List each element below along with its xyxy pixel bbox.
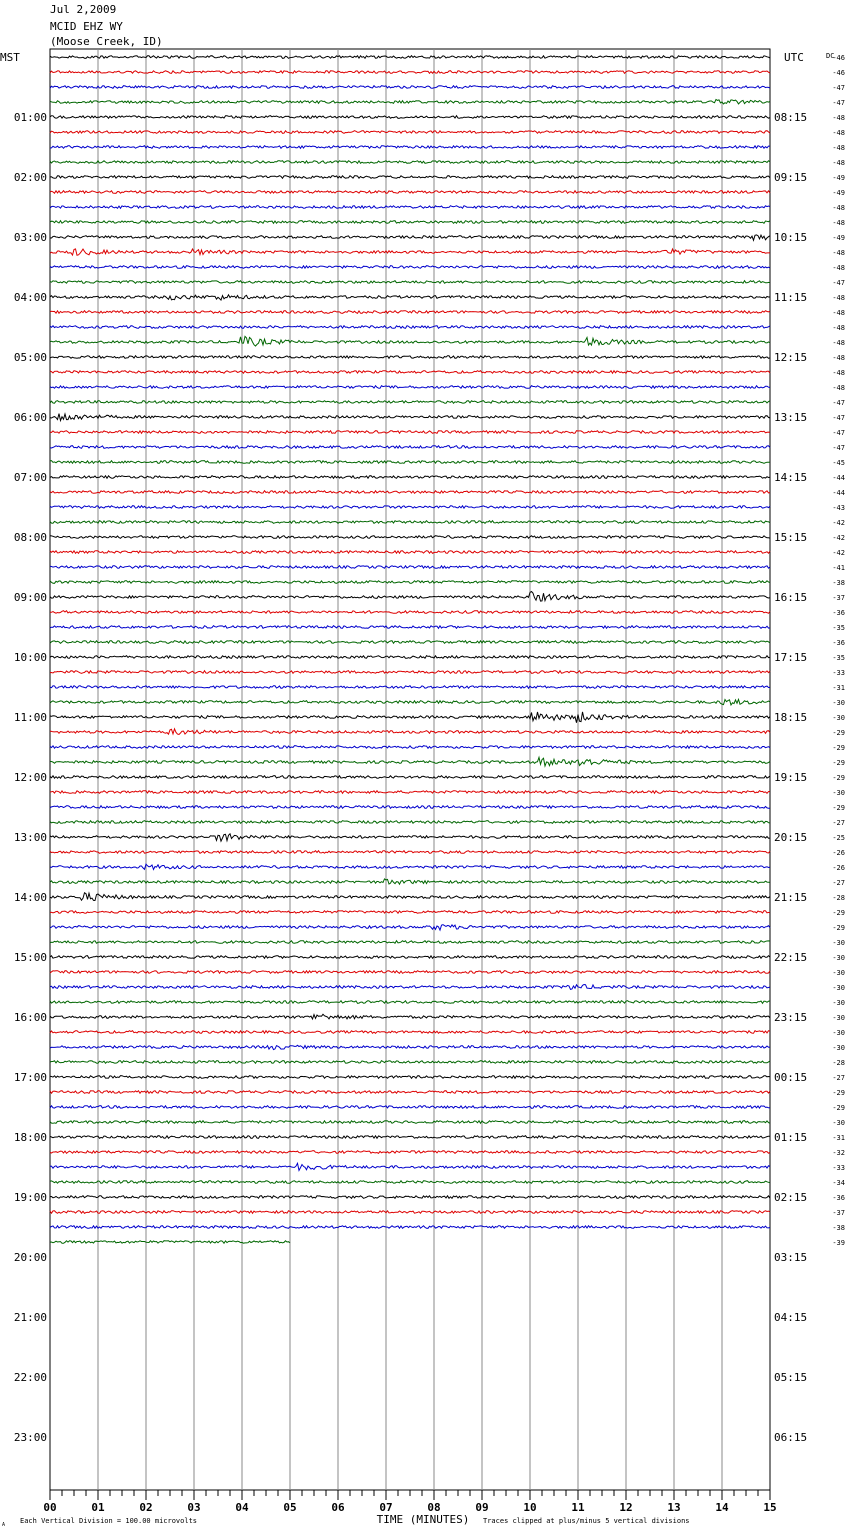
x-tick-label: 08 xyxy=(427,1501,441,1514)
trace-row xyxy=(50,371,770,374)
x-tick-label: 02 xyxy=(139,1501,153,1514)
dc-offset-label: -35 xyxy=(832,624,845,632)
trace-row xyxy=(50,131,770,134)
mst-hour-label: 11:00 xyxy=(13,711,47,724)
dc-offset-label: -29 xyxy=(832,924,845,932)
trace-row xyxy=(50,491,770,494)
mst-hour-label: 18:00 xyxy=(13,1131,47,1144)
trace-row xyxy=(50,834,770,841)
dc-offset-label: -46 xyxy=(832,69,845,77)
trace-row xyxy=(50,461,770,464)
trace-row xyxy=(50,56,770,59)
mst-hour-label: 16:00 xyxy=(13,1011,47,1024)
dc-offset-label: -38 xyxy=(832,1224,845,1232)
dc-offset-label: -48 xyxy=(832,219,845,227)
dc-offset-label: -30 xyxy=(832,969,845,977)
dc-offset-label: -43 xyxy=(832,504,845,512)
utc-hour-label: 05:15 xyxy=(774,1371,808,1384)
trace-row xyxy=(50,1031,770,1034)
trace-row xyxy=(50,1061,770,1064)
dc-offset-label: -47 xyxy=(832,279,845,287)
trace-row xyxy=(50,295,770,300)
utc-hour-label: 21:15 xyxy=(774,891,808,904)
dc-offset-label: -30 xyxy=(832,984,845,992)
x-tick-label: 12 xyxy=(619,1501,633,1514)
dc-offset-label: -48 xyxy=(832,129,845,137)
dc-offset-label: -26 xyxy=(832,864,845,872)
dc-offset-label: -42 xyxy=(832,519,845,527)
dc-offset-label: -34 xyxy=(832,1179,845,1187)
dc-offset-label: -42 xyxy=(832,534,845,542)
trace-row xyxy=(50,791,770,794)
dc-offset-label: -30 xyxy=(832,1014,845,1022)
trace-row xyxy=(50,1045,770,1049)
x-tick-label: 06 xyxy=(331,1501,345,1514)
trace-row xyxy=(50,879,770,884)
trace-row xyxy=(50,776,770,779)
dc-offset-label: -33 xyxy=(832,669,845,677)
trace-row xyxy=(50,1163,770,1170)
x-tick-label: 01 xyxy=(91,1501,105,1514)
mst-hour-label: 09:00 xyxy=(13,591,47,604)
trace-row xyxy=(50,100,770,104)
dc-offset-label: -30 xyxy=(832,1119,845,1127)
dc-offset-label: -29 xyxy=(832,1104,845,1112)
dc-offset-label: -46 xyxy=(832,54,845,62)
mst-hour-label: 20:00 xyxy=(13,1251,47,1264)
seismic-traces xyxy=(50,56,770,1244)
dc-offset-label: -47 xyxy=(832,444,845,452)
mst-hour-label: 13:00 xyxy=(13,831,47,844)
trace-row xyxy=(50,821,770,824)
dc-offset-label: -31 xyxy=(832,1134,845,1142)
dc-offset-label: -48 xyxy=(832,324,845,332)
trace-row xyxy=(50,249,770,255)
dc-label: DC xyxy=(826,52,835,60)
trace-row xyxy=(50,431,770,434)
trace-row xyxy=(50,806,770,809)
trace-row xyxy=(50,326,770,329)
right-timezone-label: UTC xyxy=(784,51,804,64)
footer-mark: A xyxy=(2,1522,6,1528)
utc-hour-label: 15:15 xyxy=(774,531,808,544)
trace-row xyxy=(50,446,770,449)
x-tick-label: 10 xyxy=(523,1501,537,1514)
trace-row xyxy=(50,671,770,674)
dc-offset-label: -27 xyxy=(832,819,845,827)
dc-offset-label: -47 xyxy=(832,429,845,437)
trace-row xyxy=(50,925,770,930)
trace-row xyxy=(50,729,770,735)
dc-offset-label: -31 xyxy=(832,684,845,692)
trace-row xyxy=(50,971,770,974)
x-tick-label: 14 xyxy=(715,1501,729,1514)
mst-hour-label: 05:00 xyxy=(13,351,47,364)
trace-row xyxy=(50,116,770,119)
mst-hour-label: 17:00 xyxy=(13,1071,47,1084)
dc-offset-label: -29 xyxy=(832,759,845,767)
dc-offset-label: -48 xyxy=(832,309,845,317)
mst-hour-label: 02:00 xyxy=(13,171,47,184)
trace-row xyxy=(50,176,770,179)
dc-offset-label: -45 xyxy=(832,459,845,467)
trace-row xyxy=(50,1106,770,1109)
dc-offset-label: -30 xyxy=(832,1029,845,1037)
trace-row xyxy=(50,1226,770,1229)
dc-offset-label: -42 xyxy=(832,549,845,557)
trace-row xyxy=(50,699,770,705)
dc-offset-label: -49 xyxy=(832,234,845,242)
trace-row xyxy=(50,536,770,539)
axis-labels xyxy=(14,54,845,1514)
dc-offset-label: -49 xyxy=(832,189,845,197)
dc-offset-label: -38 xyxy=(832,579,845,587)
trace-row xyxy=(50,1001,770,1004)
mst-hour-label: 07:00 xyxy=(13,471,47,484)
trace-row xyxy=(50,1181,770,1184)
mst-hour-label: 21:00 xyxy=(13,1311,47,1324)
dc-offset-label: -30 xyxy=(832,699,845,707)
x-tick-label: 09 xyxy=(475,1501,489,1514)
x-tick-label: 15 xyxy=(763,1501,777,1514)
trace-row xyxy=(50,985,770,990)
mst-hour-label: 15:00 xyxy=(13,951,47,964)
dc-offset-label: -48 xyxy=(832,114,845,122)
dc-offset-label: -30 xyxy=(832,939,845,947)
dc-offset-label: -28 xyxy=(832,1059,845,1067)
trace-row xyxy=(50,221,770,224)
x-tick-label: 03 xyxy=(187,1501,201,1514)
dc-offset-label: -30 xyxy=(832,1044,845,1052)
utc-hour-label: 14:15 xyxy=(774,471,808,484)
trace-row xyxy=(50,521,770,524)
x-tick-label: 05 xyxy=(283,1501,297,1514)
dc-offset-label: -48 xyxy=(832,249,845,257)
trace-row xyxy=(50,686,770,689)
dc-offset-label: -37 xyxy=(832,594,845,602)
dc-offset-label: -47 xyxy=(832,84,845,92)
trace-row xyxy=(50,191,770,194)
mst-hour-label: 23:00 xyxy=(13,1431,47,1444)
utc-hour-label: 00:15 xyxy=(774,1071,808,1084)
mst-hour-label: 22:00 xyxy=(13,1371,47,1384)
trace-row xyxy=(50,1211,770,1214)
dc-offset-label: -30 xyxy=(832,999,845,1007)
trace-row xyxy=(50,1091,770,1094)
trace-row xyxy=(50,757,770,766)
dc-offset-label: -29 xyxy=(832,744,845,752)
x-tick-label: 04 xyxy=(235,1501,249,1514)
trace-row xyxy=(50,851,770,854)
trace-row xyxy=(50,1014,770,1019)
mst-hour-label: 19:00 xyxy=(13,1191,47,1204)
mst-hour-label: 03:00 xyxy=(13,231,47,244)
mst-hour-label: 10:00 xyxy=(13,651,47,664)
dc-offset-label: -48 xyxy=(832,264,845,272)
mst-hour-label: 06:00 xyxy=(13,411,47,424)
trace-row xyxy=(50,414,770,421)
utc-hour-label: 12:15 xyxy=(774,351,808,364)
trace-row xyxy=(50,386,770,389)
trace-row xyxy=(50,611,770,614)
dc-offset-label: -30 xyxy=(832,789,845,797)
dc-offset-label: -49 xyxy=(832,174,845,182)
dc-offset-label: -48 xyxy=(832,354,845,362)
trace-row xyxy=(50,506,770,509)
trace-row xyxy=(50,1136,770,1139)
trace-row xyxy=(50,746,770,749)
dc-offset-label: -48 xyxy=(832,144,845,152)
dc-offset-label: -35 xyxy=(832,654,845,662)
trace-row xyxy=(50,893,770,901)
utc-hour-label: 02:15 xyxy=(774,1191,808,1204)
dc-offset-label: -27 xyxy=(832,879,845,887)
dc-offset-label: -48 xyxy=(832,384,845,392)
utc-hour-label: 13:15 xyxy=(774,411,808,424)
dc-offset-label: -29 xyxy=(832,804,845,812)
trace-row xyxy=(50,146,770,149)
trace-row xyxy=(50,266,770,269)
dc-offset-label: -26 xyxy=(832,849,845,857)
trace-row xyxy=(50,71,770,74)
clip-footer: Traces clipped at plus/minus 5 vertical divisions xyxy=(483,1517,690,1525)
trace-row xyxy=(50,641,770,644)
dc-offset-label: -37 xyxy=(832,1209,845,1217)
utc-hour-label: 17:15 xyxy=(774,651,808,664)
trace-row xyxy=(50,1241,290,1244)
scale-footer: Each Vertical Division = 100.00 microvolts xyxy=(20,1517,198,1525)
dc-offset-label: -44 xyxy=(832,474,845,482)
trace-row xyxy=(50,476,770,479)
trace-row xyxy=(50,1076,770,1079)
dc-offset-label: -48 xyxy=(832,159,845,167)
dc-offset-label: -48 xyxy=(832,369,845,377)
trace-row xyxy=(50,956,770,959)
dc-offset-label: -33 xyxy=(832,1164,845,1172)
utc-hour-label: 03:15 xyxy=(774,1251,808,1264)
trace-row xyxy=(50,581,770,584)
dc-offset-label: -29 xyxy=(832,729,845,737)
dc-offset-label: -47 xyxy=(832,399,845,407)
dc-offset-label: -30 xyxy=(832,954,845,962)
plot-frame xyxy=(50,49,770,1490)
utc-hour-label: 19:15 xyxy=(774,771,808,784)
trace-row xyxy=(50,864,770,869)
trace-row xyxy=(50,1121,770,1124)
trace-row xyxy=(50,336,770,346)
dc-offset-label: -47 xyxy=(832,414,845,422)
utc-hour-label: 11:15 xyxy=(774,291,808,304)
utc-hour-label: 22:15 xyxy=(774,951,808,964)
mst-hour-label: 01:00 xyxy=(13,111,47,124)
trace-row xyxy=(50,356,770,359)
trace-row xyxy=(50,656,770,659)
utc-hour-label: 18:15 xyxy=(774,711,808,724)
dc-offset-label: -28 xyxy=(832,894,845,902)
dc-offset-label: -39 xyxy=(832,1239,845,1247)
trace-row xyxy=(50,592,770,602)
x-tick-label: 00 xyxy=(43,1501,57,1514)
utc-hour-label: 08:15 xyxy=(774,111,808,124)
utc-hour-label: 06:15 xyxy=(774,1431,808,1444)
dc-offset-label: -36 xyxy=(832,639,845,647)
dc-offset-label: -25 xyxy=(832,834,845,842)
trace-row xyxy=(50,626,770,629)
utc-hour-label: 20:15 xyxy=(774,831,808,844)
mst-hour-label: 08:00 xyxy=(13,531,47,544)
trace-row xyxy=(50,206,770,209)
trace-row xyxy=(50,1196,770,1199)
dc-offset-label: -41 xyxy=(832,564,845,572)
dc-offset-label: -48 xyxy=(832,339,845,347)
station-label: MCID EHZ WY xyxy=(50,20,123,33)
trace-row xyxy=(50,235,770,240)
dc-offset-label: -36 xyxy=(832,1194,845,1202)
utc-hour-label: 10:15 xyxy=(774,231,808,244)
dc-offset-label: -32 xyxy=(832,1149,845,1157)
trace-row xyxy=(50,401,770,404)
trace-row xyxy=(50,281,770,284)
x-axis-title: TIME (MINUTES) xyxy=(376,1513,470,1526)
left-timezone-label: MST xyxy=(0,51,20,64)
x-tick-label: 13 xyxy=(667,1501,681,1514)
trace-row xyxy=(50,86,770,89)
dc-offset-label: -44 xyxy=(832,489,845,497)
location-label: (Moose Creek, ID) xyxy=(50,35,163,48)
mst-hour-label: 14:00 xyxy=(13,891,47,904)
trace-row xyxy=(50,551,770,554)
utc-hour-label: 09:15 xyxy=(774,171,808,184)
dc-offset-label: -48 xyxy=(832,294,845,302)
utc-hour-label: 01:15 xyxy=(774,1131,808,1144)
trace-row xyxy=(50,311,770,314)
utc-hour-label: 16:15 xyxy=(774,591,808,604)
trace-row xyxy=(50,941,770,944)
trace-row xyxy=(50,1151,770,1154)
dc-offset-label: -30 xyxy=(832,714,845,722)
dc-offset-label: -48 xyxy=(832,204,845,212)
utc-hour-label: 04:15 xyxy=(774,1311,808,1324)
trace-row xyxy=(50,712,770,723)
dc-offset-label: -29 xyxy=(832,774,845,782)
trace-row xyxy=(50,161,770,164)
x-tick-label: 07 xyxy=(379,1501,393,1514)
dc-offset-label: -36 xyxy=(832,609,845,617)
dc-offset-label: -29 xyxy=(832,909,845,917)
date-label: Jul 2,2009 xyxy=(50,3,117,16)
dc-offset-label: -27 xyxy=(832,1074,845,1082)
x-tick-label: 11 xyxy=(571,1501,585,1514)
utc-hour-label: 23:15 xyxy=(774,1011,808,1024)
dc-offset-label: -47 xyxy=(832,99,845,107)
mst-hour-label: 12:00 xyxy=(13,771,47,784)
dc-offset-label: -29 xyxy=(832,1089,845,1097)
mst-hour-label: 04:00 xyxy=(13,291,47,304)
trace-row xyxy=(50,911,770,914)
trace-row xyxy=(50,566,770,569)
